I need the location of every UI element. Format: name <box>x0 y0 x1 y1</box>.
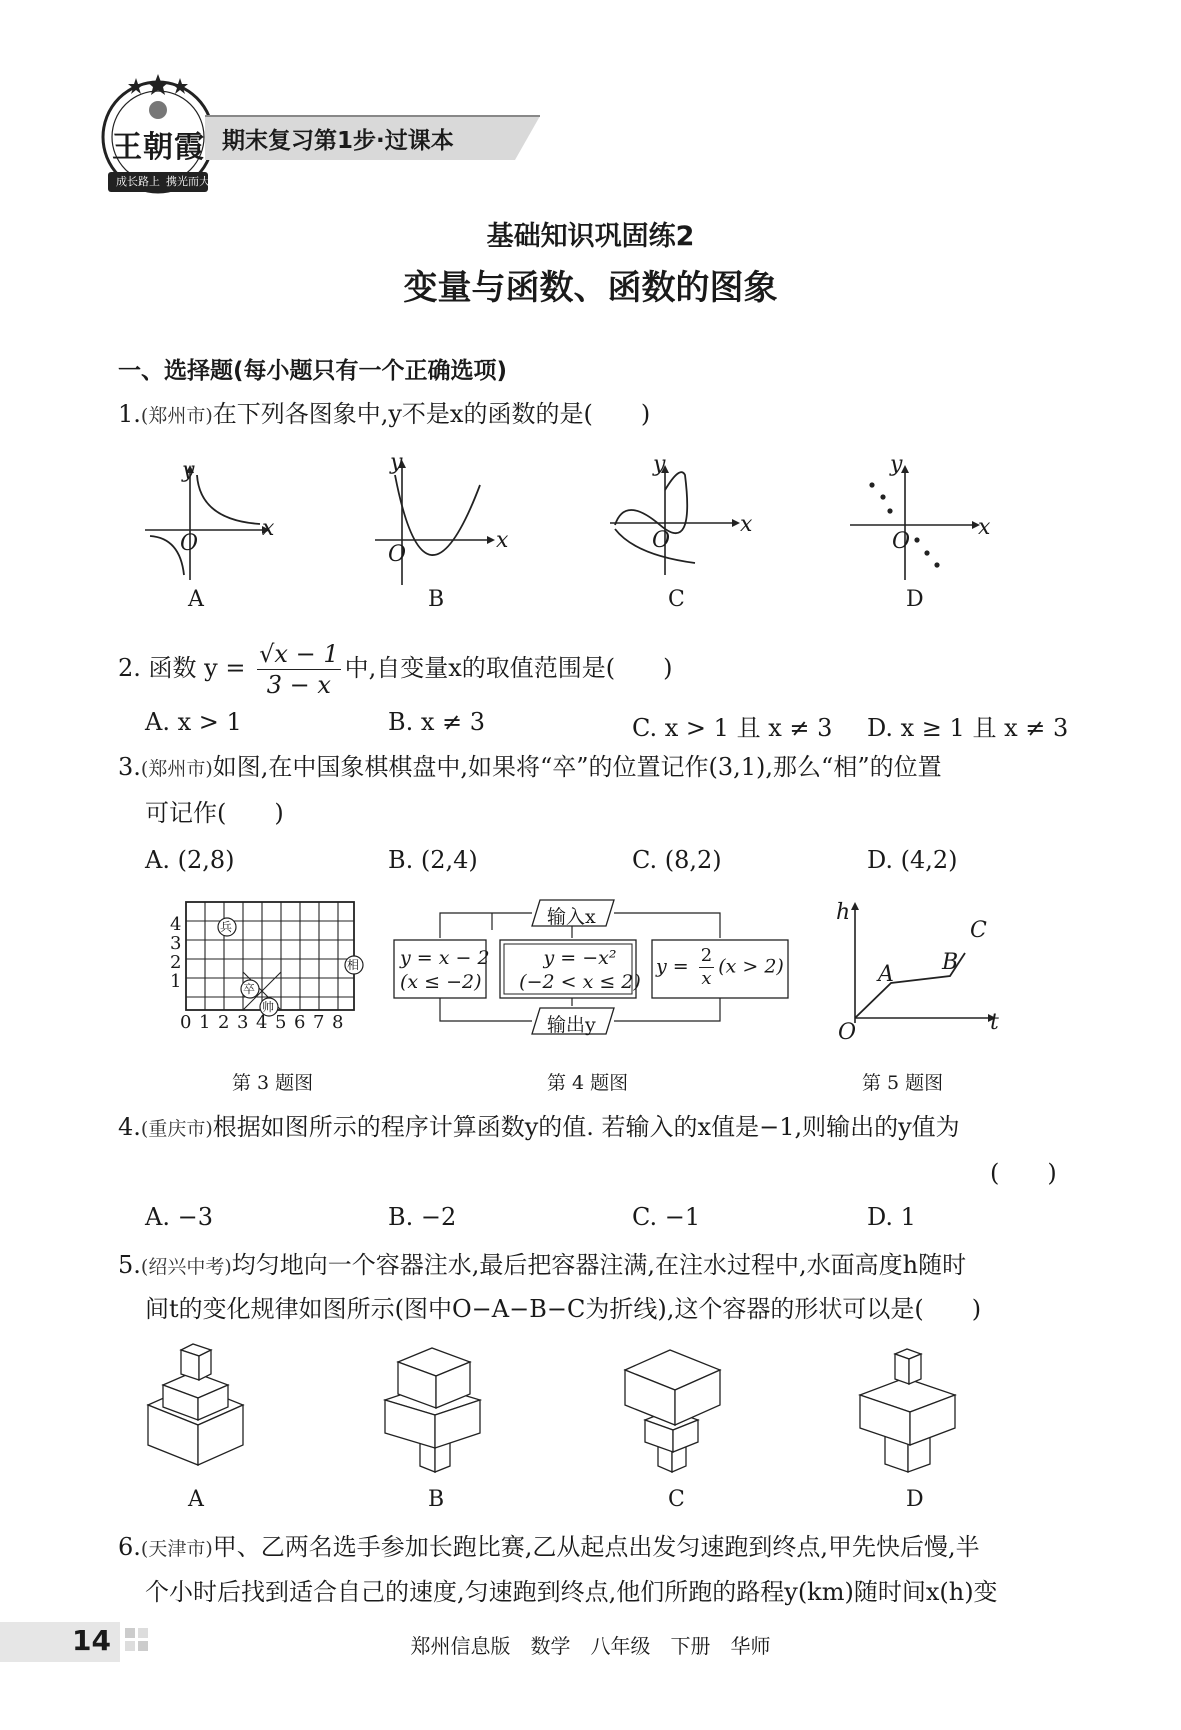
axis-label-x: x <box>496 528 509 553</box>
footer-info: 郑州信息版 数学 八年级 下册 华师 <box>410 1634 771 1658</box>
q3-option-b: B. (2,4) <box>388 846 478 874</box>
board-x-tick: 7 <box>313 1012 325 1033</box>
q4-option-a: A. −3 <box>145 1203 213 1231</box>
board-x-tick: 8 <box>332 1012 344 1033</box>
q2-option-a: A. x > 1 <box>145 708 242 736</box>
q5-label-b: B <box>428 1487 445 1512</box>
container-a <box>143 1340 253 1480</box>
caption-q4: 第 4 题图 <box>547 1072 629 1094</box>
axis-label-x: x <box>262 516 275 541</box>
axis-label-x: x <box>740 512 753 537</box>
logo-slogan-right: 携光而大 <box>166 175 210 188</box>
answer-paren: ( ) <box>990 1159 1057 1187</box>
q5-label-c: C <box>668 1487 685 1512</box>
q2-option-c: C. x > 1 且 x ≠ 3 <box>632 714 833 742</box>
q4-option-d: D. 1 <box>867 1203 916 1231</box>
q1-graph-d <box>845 455 995 585</box>
option-label-d: D <box>906 587 924 612</box>
axis-label-y: y <box>182 458 195 483</box>
board-y-tick: 3 <box>170 933 182 954</box>
container-c <box>620 1340 730 1480</box>
board-x-tick: 0 <box>180 1012 192 1033</box>
subtitle: 基础知识巩固练2 <box>486 221 695 252</box>
page-title: 变量与函数、函数的图象 <box>403 268 778 308</box>
flow-box-left: y = x − 2 (x ≤ −2) <box>400 947 490 993</box>
page-number: 14 <box>72 1624 111 1657</box>
fraction: $\frac{√x - 1}{3 - x}$ <box>259 640 339 699</box>
board-y-tick: 2 <box>170 952 182 973</box>
question-3: 3.(郑州市)如图,在中国象棋棋盘中,如果将“卒”的位置记作(3,1),那么“相”的位置 <box>118 753 942 781</box>
logo-text: 王朝霞 <box>112 130 205 165</box>
caption-q5: 第 5 题图 <box>862 1072 944 1094</box>
axis-label-x: x <box>978 515 991 540</box>
board-x-tick: 5 <box>275 1012 287 1033</box>
question-6-line2: 个小时后找到适合自己的速度,匀速跑到终点,他们所跑的路程y(km)随时间x(h)变 <box>145 1578 998 1606</box>
origin-label: O <box>388 542 407 567</box>
axis-label-y: y <box>653 452 666 477</box>
axis-label-y: y <box>390 450 403 475</box>
option-label-a: A <box>188 587 204 612</box>
graph5-point-b: B <box>942 950 959 975</box>
container-b <box>380 1340 490 1480</box>
question-3-line2: 可记作( ) <box>145 799 284 827</box>
q2-option-b: B. x ≠ 3 <box>388 708 486 736</box>
origin-label: O <box>892 529 911 554</box>
q3-option-a: A. (2,8) <box>145 846 235 874</box>
chess-piece-bing: 兵 <box>220 920 233 934</box>
flow-input: 输入x <box>547 906 596 928</box>
graph5-x-label: t <box>990 1010 999 1035</box>
question-4: 4.(重庆市)根据如图所示的程序计算函数y的值. 若输入的x值是−1,则输出的y值为 <box>118 1113 960 1141</box>
caption-q3: 第 3 题图 <box>232 1072 314 1094</box>
header <box>100 72 540 202</box>
board-x-tick: 4 <box>256 1012 268 1033</box>
flow-box-right: y = $\frac{2}{x}$ (x > 2) <box>656 945 784 989</box>
board-y-tick: 4 <box>170 914 182 935</box>
graph5-y-label: h <box>836 900 851 925</box>
q5-label-d: D <box>906 1487 924 1512</box>
flow-box-mid: y = −x² (−2 < x ≤ 2) <box>519 947 641 993</box>
question-6: 6.(天津市)甲、乙两名选手参加长跑比赛,乙从起点出发匀速跑到终点,甲先快后慢,半 <box>118 1533 980 1561</box>
q4-option-c: C. −1 <box>632 1203 701 1231</box>
option-label-c: C <box>668 587 685 612</box>
chess-piece-shuai: 帅 <box>262 1000 275 1014</box>
board-x-tick: 2 <box>218 1012 230 1033</box>
q5-label-a: A <box>188 1487 204 1512</box>
option-label-b: B <box>428 587 445 612</box>
q3-option-d: D. (4,2) <box>867 846 958 874</box>
q4-option-b: B. −2 <box>388 1203 457 1231</box>
chess-piece-zu: 卒 <box>243 982 256 996</box>
origin-label: O <box>180 531 199 556</box>
q2-option-d: D. x ≥ 1 且 x ≠ 3 <box>867 714 1069 742</box>
banner-title: 期末复习第1步·过课本 <box>222 128 454 154</box>
chess-piece-xiang: 相 <box>347 958 360 972</box>
logo-slogan-left: 成长路上 <box>116 175 160 188</box>
q3-option-c: C. (8,2) <box>632 846 722 874</box>
question-1: 1.(郑州市)在下列各图象中,y不是x的函数的是( ) <box>118 400 651 428</box>
question-5: 5.(绍兴中考)均匀地向一个容器注水,最后把容器注满,在注水过程中,水面高度h随时 <box>118 1251 967 1279</box>
graph5-point-c: C <box>970 918 987 943</box>
board-x-tick: 1 <box>199 1012 211 1033</box>
origin-label: O <box>652 528 671 553</box>
flow-output: 输出y <box>547 1014 596 1036</box>
container-d <box>855 1340 965 1480</box>
question-2: 2. 函数 y = $\frac{√x - 1}{3 - x}$ 中,自变量x的取值范围是( ) <box>118 640 673 699</box>
axis-label-y: y <box>890 452 903 477</box>
board-x-tick: 6 <box>294 1012 306 1033</box>
board-y-tick: 1 <box>170 971 182 992</box>
section-heading: 一、选择题(每小题只有一个正确选项) <box>118 358 508 384</box>
graph5-point-a: A <box>878 962 894 987</box>
q1-graph-c <box>605 455 755 585</box>
question-5-line2: 间t的变化规律如图所示(图中O−A−B−C为折线),这个容器的形状可以是( ) <box>145 1295 982 1323</box>
graph5-origin: O <box>838 1020 857 1045</box>
board-x-tick: 3 <box>237 1012 249 1033</box>
